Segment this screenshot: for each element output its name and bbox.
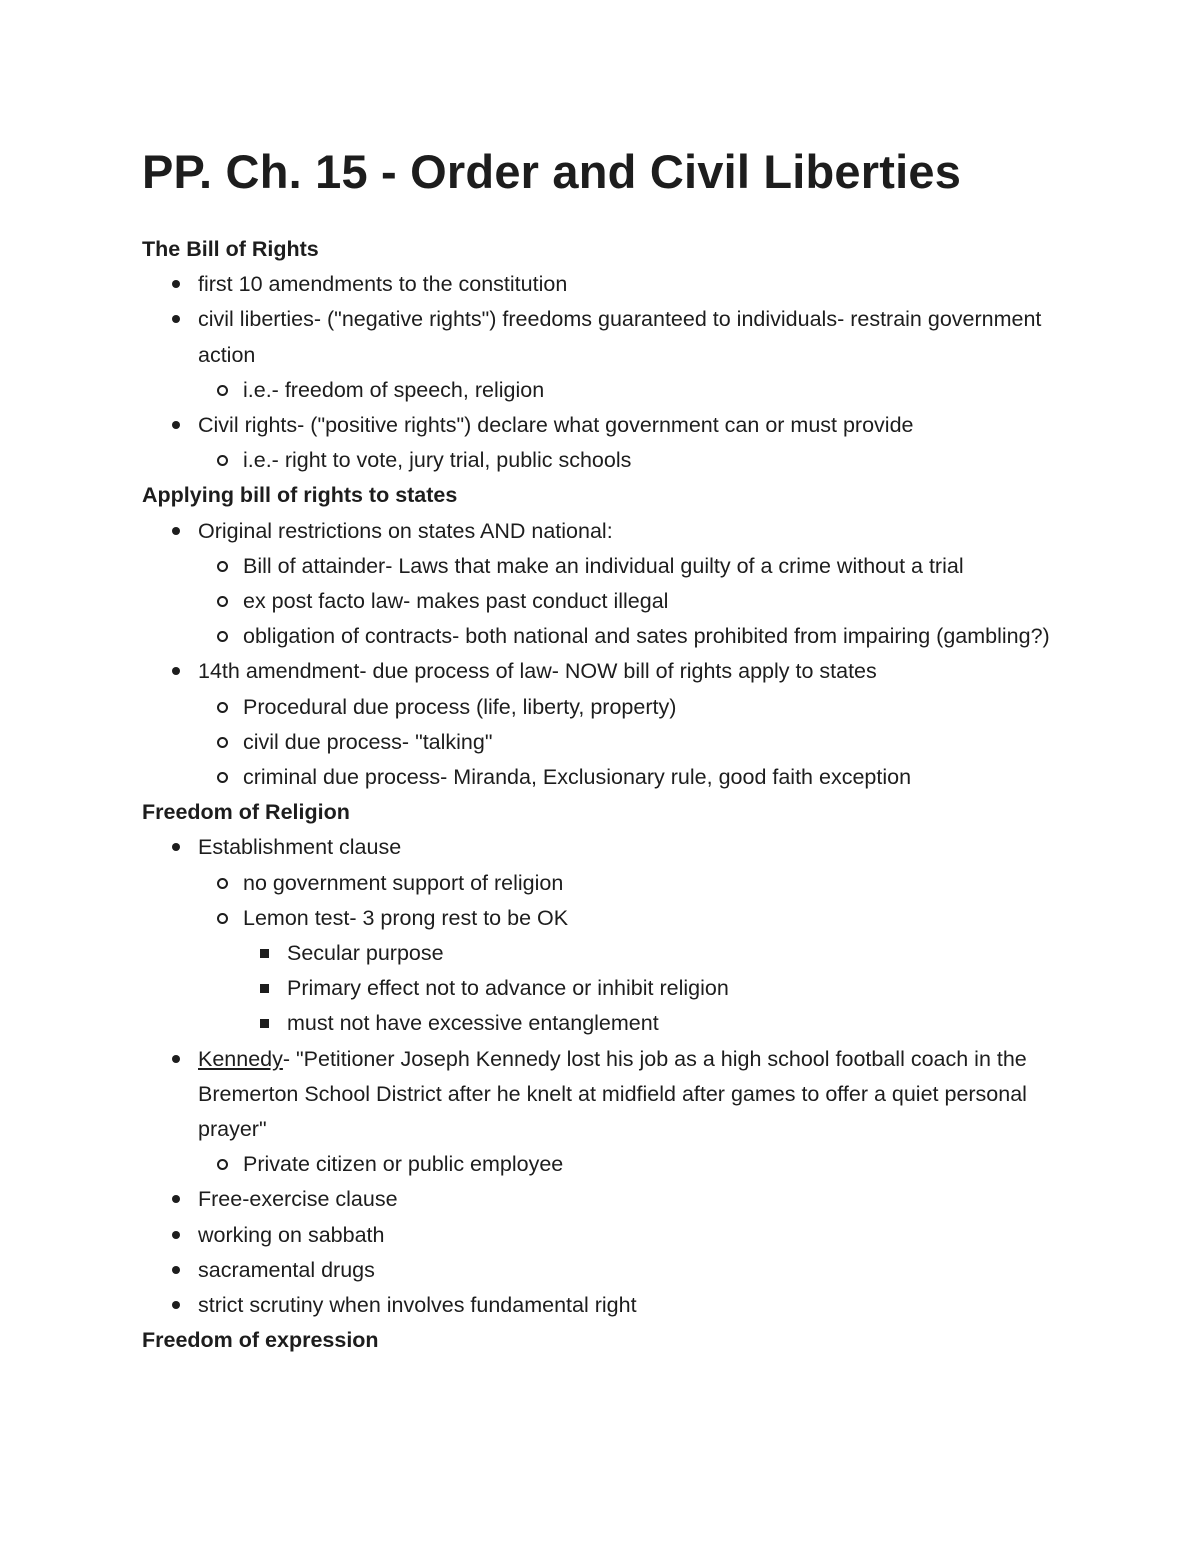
page-title: PP. Ch. 15 - Order and Civil Liberties <box>142 145 962 198</box>
bullet-circle <box>217 561 228 572</box>
list-item: Kennedy- "Petitioner Joseph Kennedy lost his job as a high school football coach in the Bremerton School District after he knelt at midfield after games to offer a quiet personal prayer" <box>198 1042 1072 1148</box>
list-item: Lemon test- 3 prong rest to be OK <box>243 901 1072 936</box>
list-item: criminal due process- Miranda, Exclusionary rule, good faith exception <box>243 760 1072 795</box>
bullet-dot <box>172 843 180 851</box>
list-item: sacramental drugs <box>198 1253 1072 1288</box>
bullet-circle <box>217 385 228 396</box>
list-item: Primary effect not to advance or inhibit religion <box>287 971 1072 1006</box>
list-item: obligation of contracts- both national and sates prohibited from impairing (gambling?) <box>243 619 1072 654</box>
section-heading-applying: Applying bill of rights to states <box>142 483 458 508</box>
list-item: Secular purpose <box>287 936 1072 971</box>
list-item: must not have excessive entanglement <box>287 1006 1072 1041</box>
list-item: ex post facto law- makes past conduct illegal <box>243 584 1072 619</box>
bullet-dot <box>172 667 180 675</box>
list-item: 14th amendment- due process of law- NOW bill of rights apply to states <box>198 654 1072 689</box>
bullet-circle <box>217 737 228 748</box>
list-item: i.e.- right to vote, jury trial, public schools <box>243 443 1072 478</box>
list-item: Free-exercise clause <box>198 1182 1072 1217</box>
bullet-dot <box>172 1266 180 1274</box>
section-heading-expression: Freedom of expression <box>142 1328 379 1353</box>
bullet-dot <box>172 1195 180 1203</box>
list-item: first 10 amendments to the constitution <box>198 267 1072 302</box>
bullet-dot <box>172 421 180 429</box>
bullet-dot <box>172 1301 180 1309</box>
list-item: Civil rights- ("positive rights") declare what government can or must provide <box>198 408 1072 443</box>
section-heading-bill-of-rights: The Bill of Rights <box>142 237 319 261</box>
bullet-circle <box>217 631 228 642</box>
bullet-dot <box>172 280 180 288</box>
list-item: Original restrictions on states AND national: <box>198 514 1072 549</box>
bullet-circle <box>217 772 228 783</box>
bill-of-rights-list <box>142 267 1072 478</box>
religion-list <box>142 830 1072 1323</box>
list-item: Establishment clause <box>198 830 1072 865</box>
bullet-dot <box>172 527 180 535</box>
list-item: Procedural due process (life, liberty, property) <box>243 690 1072 725</box>
bullet-square <box>260 984 269 993</box>
applying-list <box>142 514 1072 796</box>
bullet-circle <box>217 702 228 713</box>
bullet-circle <box>217 596 228 607</box>
bullet-square <box>260 1019 269 1028</box>
list-item: working on sabbath <box>198 1218 1072 1253</box>
section-heading-religion: Freedom of Religion <box>142 800 350 825</box>
list-item: Private citizen or public employee <box>243 1147 1072 1182</box>
document-page <box>142 140 1072 1359</box>
list-item: civil due process- "talking" <box>243 725 1072 760</box>
bullet-dot <box>172 315 180 323</box>
list-item: i.e.- freedom of speech, religion <box>243 373 1072 408</box>
list-item: Bill of attainder- Laws that make an individual guilty of a crime without a trial <box>243 549 1072 584</box>
bullet-circle <box>217 878 228 889</box>
bullet-circle <box>217 913 228 924</box>
bullet-circle <box>217 1159 228 1170</box>
list-item: no government support of religion <box>243 866 1072 901</box>
kennedy-link[interactable]: Kennedy <box>198 1046 283 1071</box>
list-item: strict scrutiny when involves fundamental right <box>198 1288 1072 1323</box>
bullet-circle <box>217 455 228 466</box>
list-item: civil liberties- ("negative rights") freedoms guaranteed to individuals- restrain government action <box>198 302 1072 372</box>
bullet-dot <box>172 1055 180 1063</box>
bullet-square <box>260 949 269 958</box>
bullet-dot <box>172 1231 180 1239</box>
